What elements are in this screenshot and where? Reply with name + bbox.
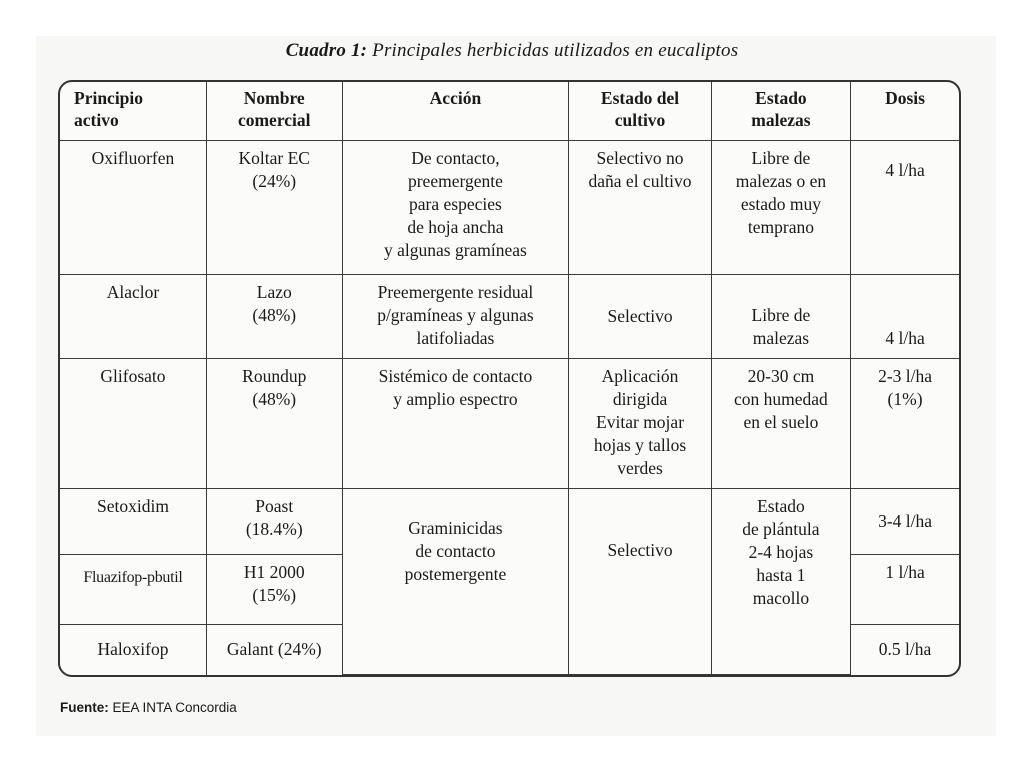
table-row — [60, 488, 959, 554]
cell-cultivo: Selectivo no daña el cultivo — [569, 140, 711, 274]
source-text: EEA INTA Concordia — [108, 700, 237, 715]
header-cultivo: Estado del cultivo — [569, 82, 711, 140]
header-row — [60, 82, 959, 140]
cell-principio: Fluazifop-pbutil — [60, 554, 206, 624]
cell-nombre: Poast (18.4%) — [206, 488, 342, 554]
cell-accion: De contacto, preemergente para especies de hoja ancha y algunas gramíneas — [342, 140, 569, 274]
caption-text: Principales herbicidas utilizados en eucaliptos — [367, 40, 739, 61]
source-label: Fuente: — [60, 700, 109, 715]
herbicide-table — [58, 80, 961, 677]
cell-principio: Alaclor — [60, 274, 206, 358]
header-dosis: Dosis — [851, 82, 959, 140]
cell-principio: Glifosato — [60, 358, 206, 488]
cell-malezas: Estado de plántula 2-4 hojas hasta 1 macollo — [711, 488, 850, 674]
header-accion: Acción — [342, 82, 569, 140]
cell-nombre: H1 2000 (15%) — [206, 554, 342, 624]
cell-principio: Setoxidim — [60, 488, 206, 554]
cell-cultivo: Aplicación dirigida Evitar mojar hojas y tallos verdes — [569, 358, 711, 488]
cell-dosis: 0.5 l/ha — [851, 624, 959, 674]
cell-principio: Haloxifop — [60, 624, 206, 674]
cell-principio: Oxifluorfen — [60, 140, 206, 274]
cell-malezas: Libre de malezas — [711, 274, 850, 358]
header-principio: Principio activo — [60, 82, 206, 140]
table-row — [60, 358, 959, 488]
cell-accion: Preemergente residual p/gramíneas y algunas latifoliadas — [342, 274, 569, 358]
header-malezas: Estado malezas — [711, 82, 850, 140]
caption-label: Cuadro 1: — [285, 40, 368, 61]
cell-malezas: 20-30 cm con humedad en el suelo — [711, 358, 850, 488]
header-nombre: Nombre comercial — [206, 82, 342, 140]
cell-dosis: 2-3 l/ha (1%) — [851, 358, 959, 488]
cell-dosis: 3-4 l/ha — [851, 488, 959, 554]
table-row — [60, 140, 959, 274]
cell-accion: Graminicidas de contacto postemergente — [342, 488, 569, 674]
cell-nombre: Galant (24%) — [206, 624, 342, 674]
table-row — [60, 274, 959, 358]
cell-dosis: 1 l/ha — [851, 554, 959, 624]
source-note — [60, 700, 237, 715]
cell-dosis: 4 l/ha — [851, 274, 959, 358]
cell-nombre: Lazo (48%) — [206, 274, 342, 358]
cell-cultivo: Selectivo — [569, 274, 711, 358]
cell-nombre: Koltar EC (24%) — [206, 140, 342, 274]
cell-malezas: Libre de malezas o en estado muy temprano — [711, 140, 850, 274]
table-caption — [0, 40, 1024, 62]
cell-cultivo: Selectivo — [569, 488, 711, 674]
cell-accion: Sistémico de contacto y amplio espectro — [342, 358, 569, 488]
cell-dosis: 4 l/ha — [851, 140, 959, 274]
cell-nombre: Roundup (48%) — [206, 358, 342, 488]
